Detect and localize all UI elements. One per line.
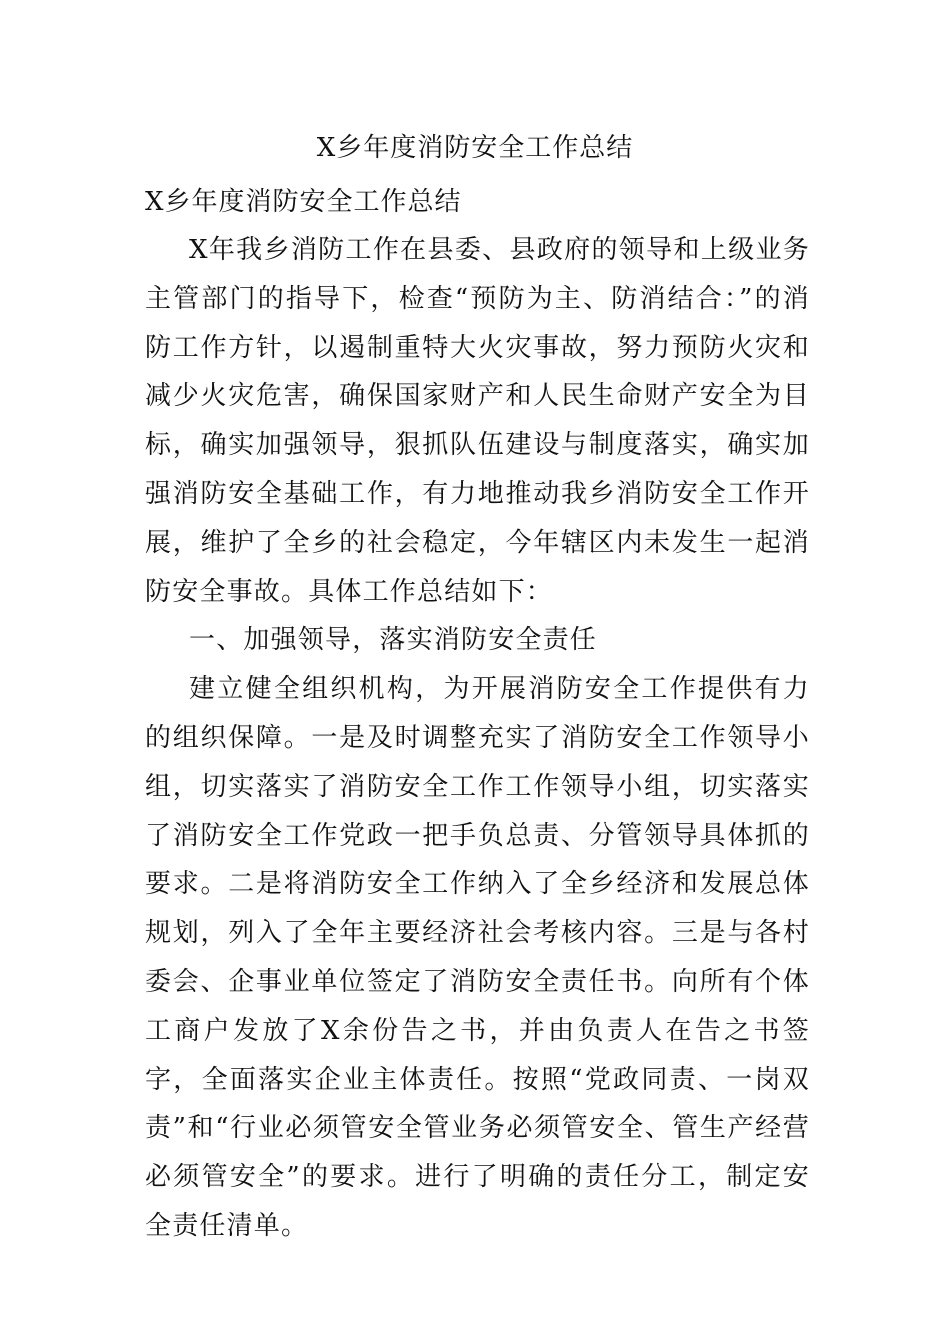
document-body bbox=[145, 178, 810, 1251]
intro-paragraph: X年我乡消防工作在县委、县政府的领导和上级业务主管部门的指导下，检查“预防为主、防消结合：”的消防工作方针，以遏制重特大火灾事故，努力预防火灾和减少火灾危害，确保国家财产和人民生命财产安全为目标，确实加强领导，狠抓队伍建设与制度落实，确实加强消防安全基础工作，有力地推动我乡消防安全工作开展，维护了全乡的社会稳定，今年辖区内未发生一起消防安全事故。具体工作总结如下： bbox=[145, 235, 810, 607]
section-1-heading: 一、加强领导，落实消防安全责任 bbox=[189, 625, 598, 656]
document-title: X乡年度消防安全工作总结 bbox=[316, 133, 634, 163]
section-1-paragraph: 建立健全组织机构，为开展消防安全工作提供有力的组织保障。一是及时调整充实了消防安全工作领导小组，切实落实了消防安全工作工作领导小组，切实落实了消防安全工作党政一把手负总责、分管领导具体抓的要求。二是将消防安全工作纳入了全乡经济和发展总体规划，列入了全年主要经济社会考核内容。三是与各村委会、企事业单位签定了消防安全责任书。向所有个体工商户发放了X余份告之书，并由负责人在告之书签字，全面落实企业主体责任。按照“党政同责、一岗双责”和“行业必须管安全管业务必须管安全、管生产经营必须管安全”的要求。进行了明确的责任分工，制定安全责任清单。 bbox=[145, 674, 810, 1241]
document-subtitle: X乡年度消防安全工作总结 bbox=[145, 187, 462, 217]
